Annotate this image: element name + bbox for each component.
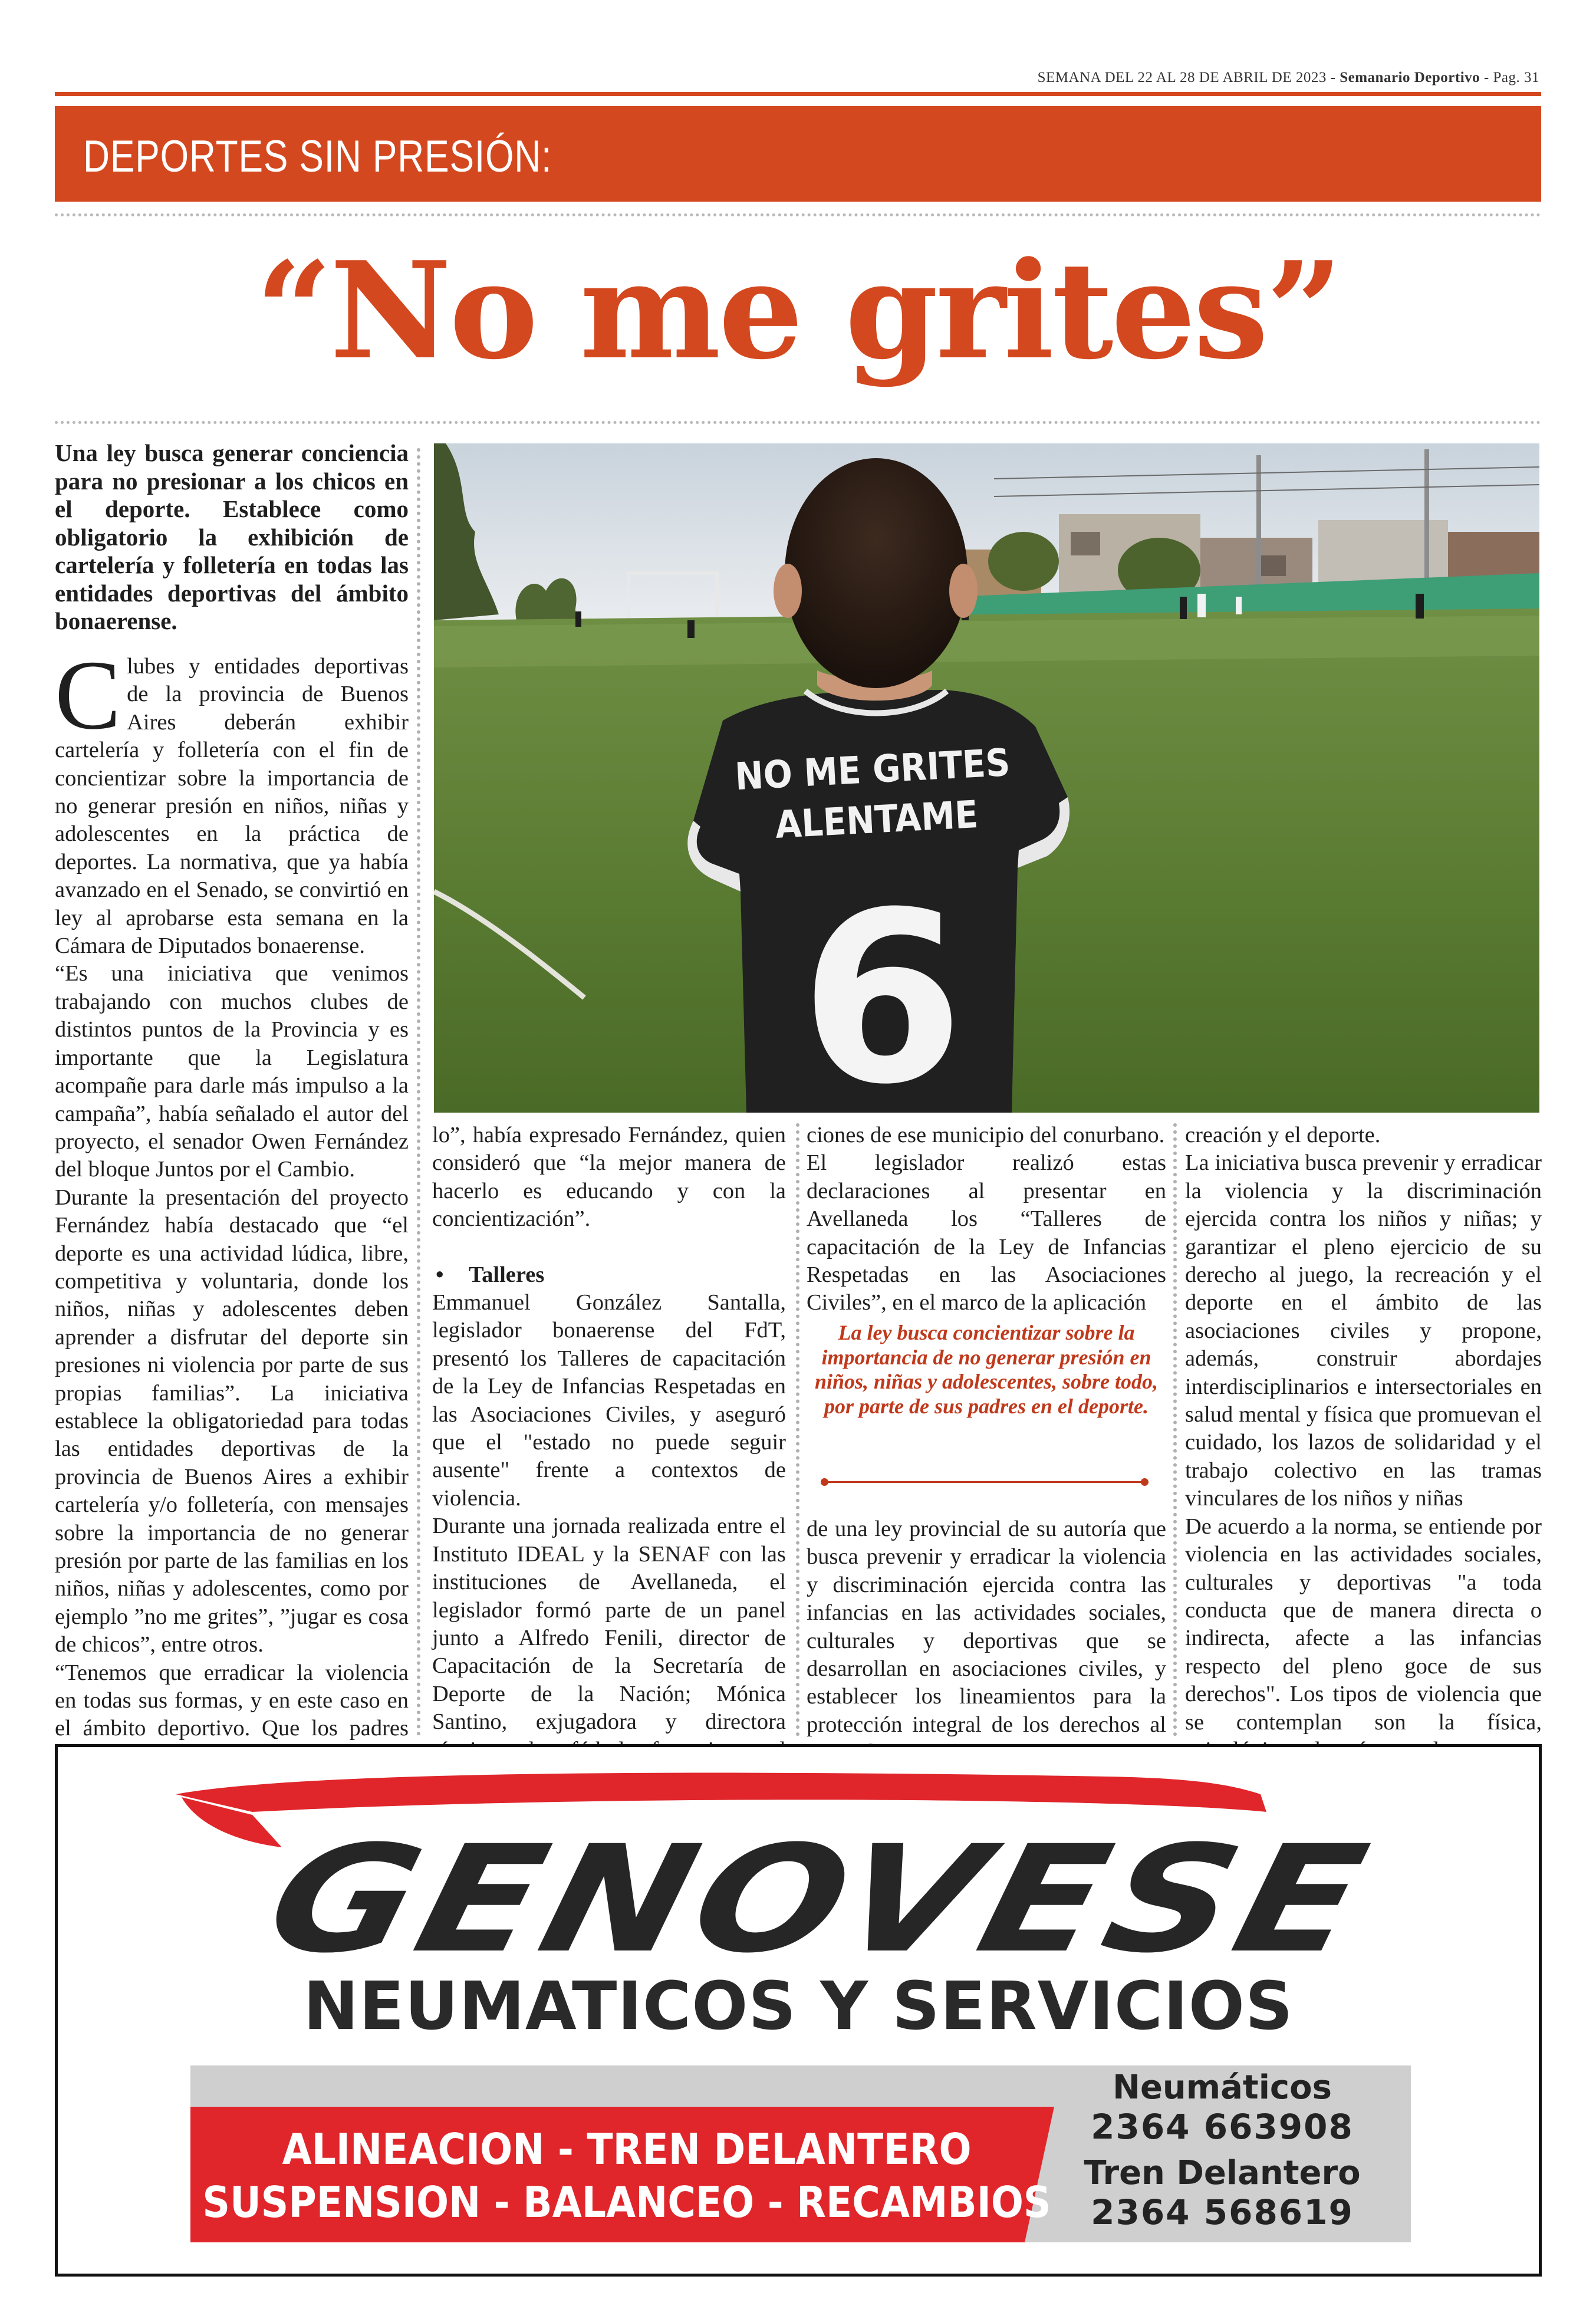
article-lead: Una ley busca generar conciencia para no presionar a los chicos en el deporte. Establece como obligatorio la exhibición de cartelería y folletería en todas las entidades deportivas del ámbito bonaerense.: [55, 439, 409, 634]
article-column-3: [807, 1121, 1166, 1317]
article-paragraph: ciones de ese municipio del conurbano.: [807, 1123, 1165, 1147]
ad-contact-phone: 2364 568619: [1091, 2192, 1354, 2232]
photo-illustration: [434, 443, 1539, 1113]
ad-services-line: SUSPENSION - BALANCEO - RECAMBIOS: [202, 2177, 1051, 2227]
issue-date-range: 22 AL 28 DE ABRIL DE 2023: [1137, 70, 1327, 85]
article-paragraph: “Tenemos que erradicar la violencia en todas sus formas, y en este caso en el ámbito deportivo. Que los padres: [55, 1660, 409, 1741]
article-column-4: [1185, 1121, 1542, 1820]
subhead: [432, 1261, 786, 1289]
pull-quote-rule: [825, 1481, 1144, 1483]
article-paragraph: De acuerdo a la norma, se entiende por violencia en las actividades sociales, culturales y deportivas "a toda conducta que de manera directa o indirecta, afecte a las infancias respecto del pleno goce de sus derechos". Los tipos de violencia que se contemplan son la física,: [1185, 1514, 1542, 1735]
article-column-3-continued: [807, 1515, 1166, 1767]
ad-contact-phone: 2364 663908: [1091, 2107, 1354, 2147]
shirt-number: 6: [799, 862, 965, 1113]
column-divider: [796, 1123, 799, 1736]
header-rule: [55, 92, 1541, 96]
header-separator: -: [1326, 70, 1340, 85]
page-number: Pag. 31: [1493, 70, 1539, 85]
column-divider: [1173, 1123, 1177, 1736]
article-paragraph: Durante la presentación del proyecto Fernández había destacado que “el deporte es una actividad lúdica, libre, competitiva y voluntaria, donde los niños, niñas y adolescentes deben aprender a disfrutar del deporte sin presiones ni violencia por parte de sus propias familias”. La iniciativa establece la obligatoriedad para todas las entidades deportivas de la provincia de Buenos Aires a exhibir cartelería y/o folletería, con mensajes sobre la importancia de no generar presión por parte de las familias en los niños, niñas y adolescentes, como por ejemplo ”no me grites”, ”jugar es cosa de chicos”, entre otros.: [55, 1185, 409, 1657]
subhead-text: Talleres: [469, 1262, 545, 1287]
article-paragraph: de una ley provincial de su autoría que busca prevenir y erradicar la violencia y discriminación ejercida contra las infancias en las actividades sociales, culturales y deportivas que se desarrollan en asociaciones civiles, y establecer los lineamientos para la protección integral de los derechos al: [807, 1517, 1166, 1737]
dotted-divider: [55, 421, 1541, 424]
ad-tagline: NEUMATICOS Y SERVICIOS: [303, 1968, 1294, 2045]
section-banner: [55, 106, 1541, 202]
column-divider: [417, 448, 420, 1736]
pull-quote: La ley busca concientizar sobre la importancia de no generar presión en niños, niñas y adolescentes, sobre todo, por parte de sus padres en el deporte.: [814, 1321, 1159, 1418]
ad-contact-label: Neumáticos: [1113, 2068, 1332, 2107]
dotted-divider: [55, 213, 1541, 216]
shirt-text-line-1: NO ME GRITES: [733, 741, 1011, 800]
drop-cap: C: [55, 640, 121, 750]
article-paragraph: “Es una iniciativa que venimos trabajando con muchos clubes de distintos puntos de la Provincia y es importante que la Legislatura acompañe para darle más impulso a la campaña”, había señalado el autor del proyecto, el senador Owen Fernández del bloque Juntos por el Cambio.: [55, 961, 409, 1182]
ad-services-line: ALINEACION - TREN DELANTERO: [282, 2124, 972, 2174]
publication-name: Semanario Deportivo: [1340, 70, 1480, 85]
article-paragraph: lo”, había expresado Fernández, quien consideró que “la mejor manera de hacerlo es educando y con la concientización”.: [432, 1123, 786, 1232]
article-column-2: [432, 1121, 786, 1820]
article-photo: [434, 443, 1539, 1113]
article-paragraph: Durante una jornada realizada entre el Instituto IDEAL y la SENAF con las instituciones de Avellaneda, el legislador formó parte de un panel junto a Alfredo Fenili, director de Capacitación de la Secretaría de Deporte de la Nación; Mónica Santino, exjugadora y directora: [432, 1514, 786, 1735]
article-paragraph: creación y el deporte.: [1185, 1123, 1381, 1147]
brand-logo: GENOVESE: [252, 1814, 1386, 1986]
running-head: [57, 70, 1539, 86]
headline: “No me grites”: [255, 233, 1341, 389]
logo-swoosh: [176, 1773, 1266, 1812]
article-paragraph: La iniciativa busca prevenir y erradicar la violencia y la discriminación ejercida contra los niños y niñas; y garantizar el pleno ejercicio de su derecho al juego, la recreación y el deporte en el ámbito de las asociaciones civiles y propone, además, construir abordajes interdisciplinarios e intersectoriales en salud mental y física que promuevan el cuidado, los lazos de solidaridad y el trabajo colectivo en las tramas vinculares de los niños y niñas: [1185, 1150, 1542, 1511]
article-column-1: [55, 640, 409, 1799]
article-paragraph: El legislador realizó estas declaraciones al presentar en Avellaneda los “Talleres de capacitación de la Ley de Infancias Respetadas en las Asociaciones Civiles”, en el marco de la aplicación: [807, 1150, 1166, 1315]
advertisement: [55, 1744, 1542, 2277]
issue-date-prefix: SEMANA DEL: [1037, 70, 1138, 85]
section-label: DEPORTES SIN PRESIÓN:: [83, 131, 552, 182]
ad-contact-label: Tren Delantero: [1084, 2154, 1361, 2192]
bullet: •: [436, 1262, 444, 1287]
article-paragraph: Emmanuel González Santalla, legislador bonaerense del FdT, presentó los Talleres de capacitación de la Ley de Infancias Respetadas en las Asociaciones Civiles, y aseguró que el "estado no puede seguir ausente" frente a contextos de violencia.: [432, 1290, 786, 1511]
header-separator: -: [1480, 70, 1493, 85]
article-paragraph: Clubes y entidades deportivas de la provincia de Buenos Aires deberán exhibir cartelería y folletería con el fin de concientizar sobre la importancia de no generar presión en niños, niñas y adolescentes en la práctica de deportes. La normativa, que ya había avanzado en el Senado, se convirtió en ley al aprobarse esta semana en la Cámara de Diputados bonaerense.: [55, 640, 409, 959]
shirt-text-line-2: ALENTAME: [774, 793, 979, 847]
